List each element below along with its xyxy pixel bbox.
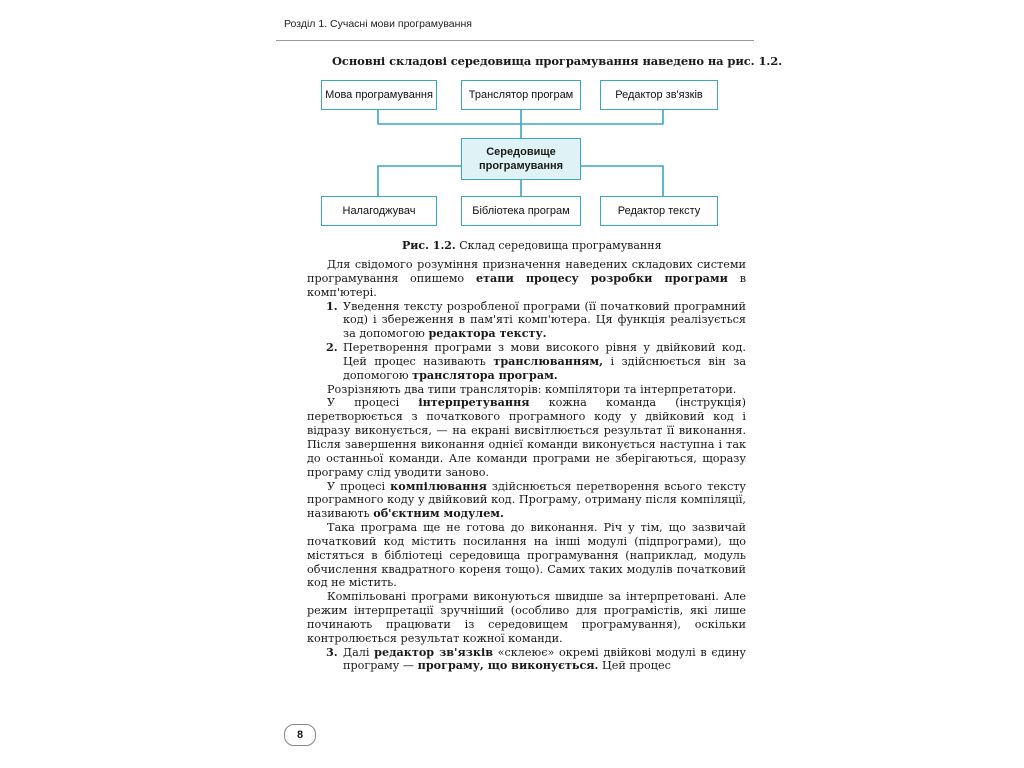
paragraph: Розрізняють два типи трансляторів: компілятори та інтерпретатори.: [327, 382, 737, 396]
caption-label: Рис. 1.2.: [402, 239, 456, 252]
box-program-library: Бібліотека програм: [461, 196, 581, 226]
text-run: У процесі: [327, 479, 391, 493]
paragraph: Така програма ще не готова до виконання. Річ у тім, що зазвичай початковий код містить посилання на інші модулі (підпрограми), що містяться в бібліотеці середовища програмування (наприклад, модуль обчислення квадратного кореня тощо). Самих таких модулів початковий код не містить.: [307, 521, 746, 590]
bold-term: транслятора програм.: [412, 367, 558, 382]
text-run: кожна команда (інструкція) перетворюється з початкового програмного коду у двійковий код і відразу виконується, — на екрані висвітлюється результат її виконання. Після завершення виконання однієї команди виконується наступна і так до останньої команди. Але команди програми не зберігаються, щоразу програму слід уводити заново.: [307, 396, 746, 479]
box-debugger: Налагоджувач: [321, 196, 437, 226]
paragraph: Компільовані програми виконуються швидше за інтерпретовані. Але режим інтерпретації зручніший (особливо для програмістів, які лише починають працювати із середовищем програмування), оскільки контролюється результат кожної команди.: [307, 590, 746, 645]
center-label-line1: Середовище: [486, 146, 556, 158]
bold-term: інтерпретування: [418, 395, 530, 410]
figure-caption: [402, 239, 662, 252]
list-item: [307, 300, 746, 342]
page-number: 8: [284, 724, 316, 746]
paragraph: [307, 396, 746, 479]
text-run: Перетворення програми з мови високого рівня у двійковий код. Цей процес називають: [343, 341, 746, 368]
text-run: і здійснюється він за допомогою: [343, 354, 747, 382]
running-header: Розділ 1. Сучасні мови програмування: [284, 18, 472, 30]
text-run: Далі: [343, 645, 375, 659]
bold-term: транслюванням,: [493, 353, 604, 368]
textbook-page: [276, 8, 783, 760]
bold-term: редактор зв'язків: [374, 644, 493, 659]
center-label-line2: програмування: [478, 160, 564, 172]
text-run: «склеює» окремі двійкові модулі в єдину програму —: [343, 645, 746, 673]
bold-term: програму, що виконується.: [417, 658, 599, 673]
header-divider: [276, 40, 754, 41]
ide-components-diagram: [320, 78, 724, 238]
box-program-translator: Транслятор програм: [461, 80, 581, 110]
paragraph: [307, 480, 746, 522]
box-linker: Редактор зв'язків: [600, 80, 718, 110]
bold-term: об'єктним модулем.: [373, 506, 504, 521]
list-number: 3.: [326, 644, 338, 659]
text-run: здійснюється перетворення всього тексту програмного коду у двійковий код. Програму, отриману після компіляції, називають: [307, 479, 746, 521]
text-run: Уведення тексту розробленої програми (її початковий програмний код) і збереження в пам'яті комп'ютера. Ця функція реалізується за допомогою: [343, 299, 746, 341]
paragraph: [307, 258, 746, 300]
box-programming-environment: [461, 138, 581, 180]
text-run: Цей процес: [598, 659, 671, 673]
text-run: в комп'ютері.: [307, 271, 746, 299]
text-run: Для свідомого розуміння призначення наведених складових системи програмування опишемо: [307, 258, 746, 285]
list-number: 1.: [326, 298, 338, 313]
text-run: У процесі: [327, 396, 419, 410]
bold-term: етапи процесу розробки програми: [475, 270, 728, 285]
list-item: [307, 341, 746, 383]
box-text-editor: Редактор тексту: [600, 196, 718, 226]
caption-text: Склад середовища програмування: [459, 239, 662, 252]
body-text: [307, 258, 746, 673]
list-item: [307, 646, 746, 674]
intro-sentence: Основні складові середовища програмування наведено на рис. 1.2.: [332, 54, 783, 68]
list-number: 2.: [326, 340, 338, 355]
bold-term: редактора тексту.: [428, 326, 547, 341]
box-programming-language: Мова програмування: [321, 80, 437, 110]
bold-term: компілювання: [390, 478, 487, 493]
